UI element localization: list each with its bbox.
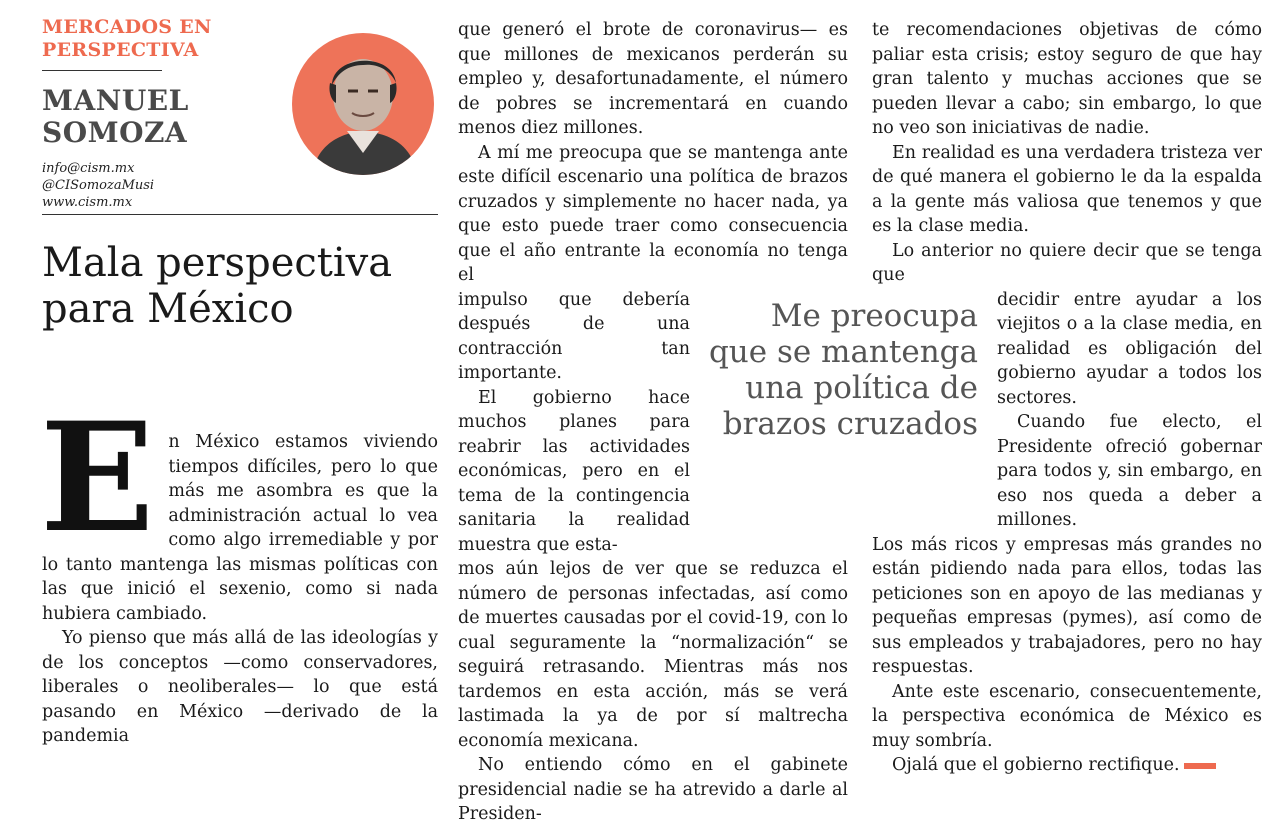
- header-divider: [42, 214, 438, 215]
- author-photo: [292, 33, 434, 175]
- paragraph-10: [872, 753, 1262, 778]
- paragraph-5: No entiendo cómo en el gabinete presidencial nadie se ha atrevido a darle al Presiden-: [458, 755, 848, 824]
- author-last-name: SOMOZA: [42, 116, 188, 149]
- article-headline: [42, 240, 438, 332]
- paragraph-2: Yo pienso que más allá de las ideologías y de los conceptos —como conservadores, liberales o neoliberales— lo que está pasando en México —derivado de la pandemia: [42, 628, 438, 746]
- section-divider: [42, 70, 162, 71]
- author-contact: [42, 160, 154, 211]
- paragraph-8-narrow: Cuando fue electo, el Presidente ofreció gobernar para todos y, sin embargo, en eso nos queda a deber a millones.: [997, 412, 1262, 530]
- author-website[interactable]: www.cism.mx: [42, 195, 133, 210]
- paragraph-4-wide: mos aún lejos de ver que se reduzca el número de personas infectadas, así como de muertes causadas por el covid-19, con lo cual seguramente la “normalización“ se seguirá retrasando. Mientras más nos tardemos en esta acción, más se verá lastimada la ya de por sí maltrecha economía mexicana.: [458, 559, 848, 751]
- paragraph-7-narrow: decidir entre ayudar a los viejitos o a la clase media, en realidad es obligación del gobierno ayudar a todos los sectores.: [997, 289, 1262, 408]
- column-1-body: [40, 390, 438, 749]
- drop-cap: E: [40, 390, 155, 566]
- section-title: [42, 16, 212, 62]
- headline-line1: Mala perspectiva: [42, 240, 393, 286]
- paragraph-1: n México estamos viviendo tiempos difíciles, pero lo que más me asombra es que la administración actual lo vea como algo irremediable y por lo tanto mantenga las mismas políticas con las que inició el sexenio, como si nada hubiera cambiado.: [42, 432, 438, 624]
- paragraph-6: En realidad es una verdadera tristeza ver de qué manera el gobierno le da la espalda a la gente más valiosa que tenemos y que es la clase media.: [872, 142, 1262, 236]
- author-twitter[interactable]: @CISomozaMusi: [42, 178, 155, 193]
- section-title-line1: MERCADOS EN: [42, 16, 212, 38]
- paragraph-3: A mí me preocupa que se mantenga ante este difícil escenario una política de brazos cruzados y simplemente no hacer nada, ya que esto puede traer como consecuencia que el año entrante la economía no tenga el: [458, 142, 848, 285]
- paragraph-5-continued: te recomendaciones objetivas de cómo paliar esta crisis; estoy seguro de que hay gran talento y muchas acciones que se pueden llevar a cabo; sin embargo, lo que no veo son iniciativas de nadie.: [872, 20, 1262, 138]
- author-name: [42, 85, 189, 149]
- section-title-line2: PERSPECTIVA: [42, 39, 199, 61]
- paragraph-4-narrow: El gobierno hace muchos planes para reabrir las actividades económicas, pero en el tema de la contingencia sanitaria la realidad muestra que esta-: [458, 387, 690, 555]
- headline-line2: para México: [42, 286, 294, 332]
- closing-sentence: Ojalá que el gobierno rectifique.: [892, 755, 1180, 775]
- paragraph-8-wide: Los más ricos y empresas más grandes no están pidiendo nada para ellos, todas las peticiones son en apoyo de las medianas y pequeñas empresas (pymes), así como de sus empleados y trabajadores, pero no hay respuestas.: [872, 534, 1262, 677]
- pull-quote: Me preocupa que se mantenga una política de brazos cruzados: [708, 298, 978, 442]
- author-first-name: MANUEL: [42, 84, 189, 117]
- paragraph-2-continued: que generó el brote de coronavirus— es que millones de mexicanos perderán su empleo y, desafortunadamente, el número de pobres se incrementará en cuando menos diez millones.: [458, 20, 848, 138]
- author-email[interactable]: info@cism.mx: [42, 161, 135, 176]
- author-portrait-icon: [292, 33, 434, 175]
- paragraph-7-wide: Lo anterior no quiere decir que se tenga que: [872, 240, 1262, 285]
- paragraph-9: Ante este escenario, consecuentemente, la perspectiva económica de México es muy sombría.: [872, 681, 1262, 751]
- end-mark-icon: [1184, 763, 1216, 769]
- paragraph-3-narrow: impulso que debería después de una contracción tan importante.: [458, 289, 690, 383]
